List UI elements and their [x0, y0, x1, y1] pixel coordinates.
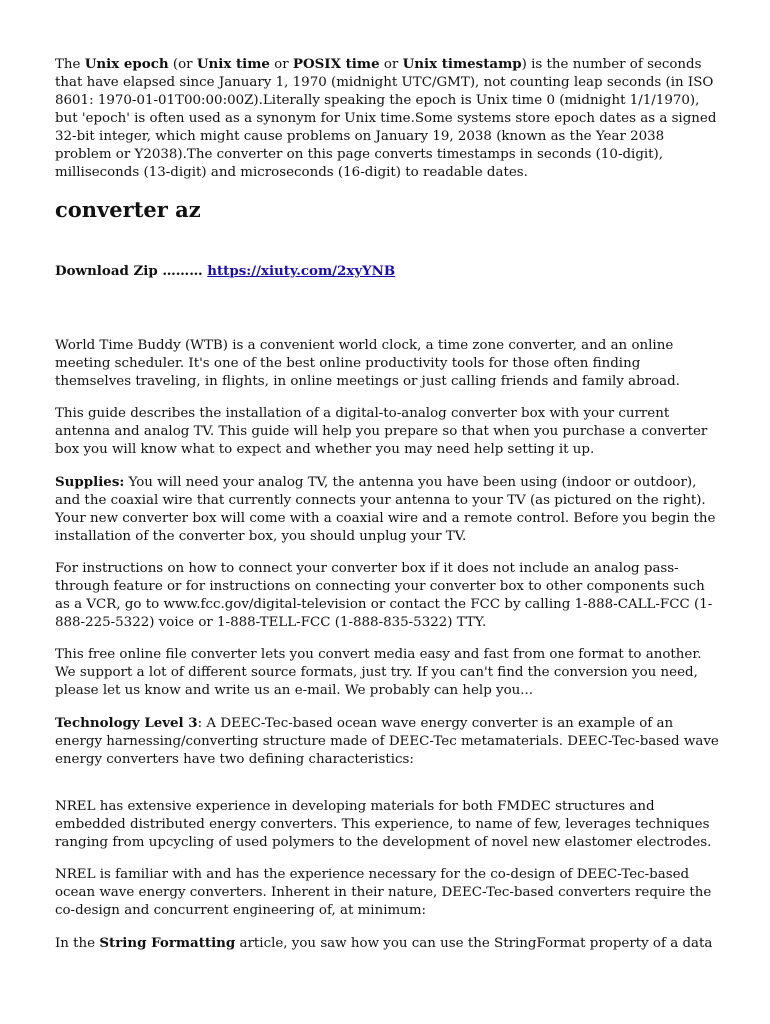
download-label: Download Zip ………	[55, 263, 208, 279]
string-formatting-text: article, you saw how you can use the StringFormat property of a data	[235, 936, 713, 951]
paragraph-world-time-buddy: World Time Buddy (WTB) is a convenient world clock, a time zone converter, and an online meeting scheduler. It's one of the best online productivity tools for those often finding themselves traveling, in flights, in online meetings or just calling friends and family abroad.	[55, 338, 680, 389]
paragraph-string-formatting	[55, 934, 720, 953]
intro-text: The	[55, 57, 85, 72]
technology-level-text: : A DEEC-Tec-based ocean wave energy converter is an example of an energy harnessing/converting structure made of DEEC-Tec metamaterials. DEEC-Tec-based wave energy converters have two defining characteristics:	[55, 716, 719, 767]
supplies-label: Supplies:	[55, 474, 125, 490]
paragraph-technology-level	[55, 714, 720, 769]
term-posix-time: POSIX time	[292, 56, 380, 72]
technology-level-label: Technology Level 3	[55, 715, 198, 731]
term-unix-time: Unix time	[196, 56, 270, 72]
intro-text: or	[269, 57, 293, 72]
paragraph-nrel-experience: NREL has extensive experience in developing materials for both FMDEC structures and embedded distributed energy converters. This experience, to name of few, leverages techniques ranging from upcycling of used polymers to the development of novel new elastomer electrodes.	[55, 799, 712, 850]
paragraph-fcc-instructions: For instructions on how to connect your converter box if it does not include an analog pass-through feature or for instructions on connecting your converter box to other components such as a VCR, go to www.fcc.gov/digital-television or contact the FCC by calling 1-888-CALL-FCC (1-888-225-5322) voice or 1-888-TELL-FCC (1-888-835-5322) TTY.	[55, 561, 713, 630]
paragraph-converter-guide: This guide describes the installation of a digital-to-analog converter box with your current antenna and analog TV. This guide will help you prepare so that when you purchase a converter box you will know what to expect and whether you may need help setting it up.	[55, 406, 708, 457]
spacer	[55, 783, 720, 798]
intro-text: or	[379, 57, 403, 72]
term-unix-epoch: Unix epoch	[84, 56, 169, 72]
term-unix-timestamp: Unix timestamp	[402, 56, 522, 72]
download-line	[55, 262, 720, 280]
string-formatting-label: String Formatting	[99, 935, 236, 951]
paragraph-nrel-codesign: NREL is familiar with and has the experience necessary for the co-design of DEEC-Tec-based ocean wave energy converters. Inherent in their nature, DEEC-Tec-based converters require the co-design and concurrent engineering of, at minimum:	[55, 867, 712, 918]
intro-text: ) is the number of seconds that have elapsed since January 1, 1970 (midnight UTC/GMT), not counting leap seconds (in ISO 8601: 1970-01-01T00:00:00Z).Literally speaking the epoch is Unix time 0 (midnight 1/1/1970), but 'epoch' is often used as a synonym for Unix time.Some systems store epoch dates as a signed 32-bit integer, which might cause problems on January 19, 2038 (known as the Year 2038 problem or Y2038).The converter on this page converts timestamps in seconds (10-digit), milliseconds (13-digit) and microseconds (16-digit) to readable dates.	[55, 57, 717, 180]
string-formatting-text: In the	[55, 936, 100, 951]
intro-text: (or	[168, 57, 197, 72]
download-link[interactable]: https://xiuty.com/2xyYNB	[207, 263, 396, 279]
intro-paragraph	[55, 55, 720, 182]
supplies-text: You will need your analog TV, the antenna you have been using (indoor or outdoor), and the coaxial wire that currently connects your antenna to your TV (as pictured on the right). Your new converter box will come with a coaxial wire and a remote control. Before you begin the installation of the converter box, you should unplug your TV.	[55, 475, 716, 544]
paragraph-file-converter: This free online file converter lets you convert media easy and fast from one format to another. We support a lot of different source formats, just try. If you can't find the conversion you need, please let us know and write us an e-mail. We probably can help you...	[55, 647, 702, 698]
paragraph-supplies	[55, 473, 720, 546]
page-heading: converter az	[55, 197, 201, 222]
spacer	[55, 280, 720, 337]
document-page	[55, 55, 720, 967]
